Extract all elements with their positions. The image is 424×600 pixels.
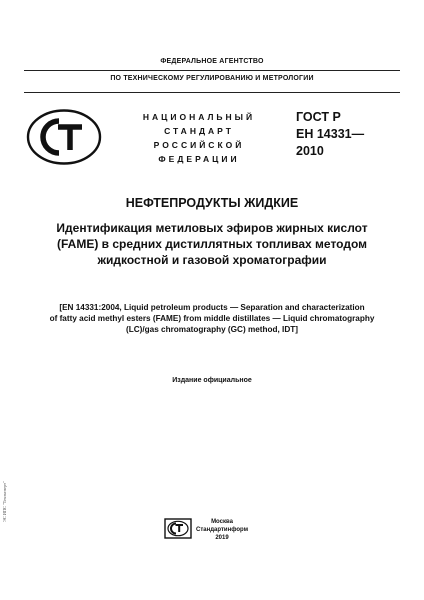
english-line-1: [EN 14331:2004, Liquid petroleum products — Separation and characterization xyxy=(59,303,365,312)
header-divider-bottom xyxy=(24,92,400,93)
standard-number-line-1: ГОСТ Р xyxy=(296,110,341,124)
national-standard-text xyxy=(140,110,258,166)
english-line-3: (LC)/gas chromatography (GC) method, IDT] xyxy=(126,325,298,334)
publisher-logo-icon xyxy=(164,518,192,539)
standard-number xyxy=(296,109,364,160)
gost-r-logo-icon xyxy=(26,108,102,166)
publication-year: 2019 xyxy=(215,535,229,541)
subtitle-line-1: Идентификация метиловых эфиров жирных кислот xyxy=(56,221,368,235)
national-line-3: РОССИЙСКОЙ xyxy=(153,140,245,150)
agency-name-line2: ПО ТЕХНИЧЕСКОМУ РЕГУЛИРОВАНИЮ И МЕТРОЛОГИИ xyxy=(110,75,314,82)
subtitle-line-3: жидкостной и газовой хроматографии xyxy=(97,253,327,267)
header-divider-top xyxy=(24,70,400,71)
national-line-2: СТАНДАРТ xyxy=(164,126,234,136)
standard-number-line-3: 2010 xyxy=(296,144,324,158)
standard-number-line-2: ЕН 14331— xyxy=(296,127,365,141)
publisher-name: Стандартинформ xyxy=(196,527,249,533)
document-subtitle xyxy=(20,220,404,268)
side-watermark-text: ЭС ИПС "Техэксперт" xyxy=(2,481,7,522)
national-line-1: НАЦИОНАЛЬНЫЙ xyxy=(142,112,256,122)
publisher-city: Москва xyxy=(211,519,233,525)
publisher-info xyxy=(196,518,248,542)
document-title: НЕФТЕПРОДУКТЫ ЖИДКИЕ xyxy=(125,196,299,210)
english-reference xyxy=(22,302,402,335)
agency-name-line1: ФЕДЕРАЛЬНОЕ АГЕНТСТВО xyxy=(160,58,264,65)
edition-label: Издание официальное xyxy=(172,377,252,384)
subtitle-line-2: (FAME) в средних дистиллятных топливах методом xyxy=(57,237,367,251)
national-line-4: ФЕДЕРАЦИИ xyxy=(158,154,240,164)
english-line-2: of fatty acid methyl esters (FAME) from middle distillates — Liquid chromatography xyxy=(49,314,375,323)
